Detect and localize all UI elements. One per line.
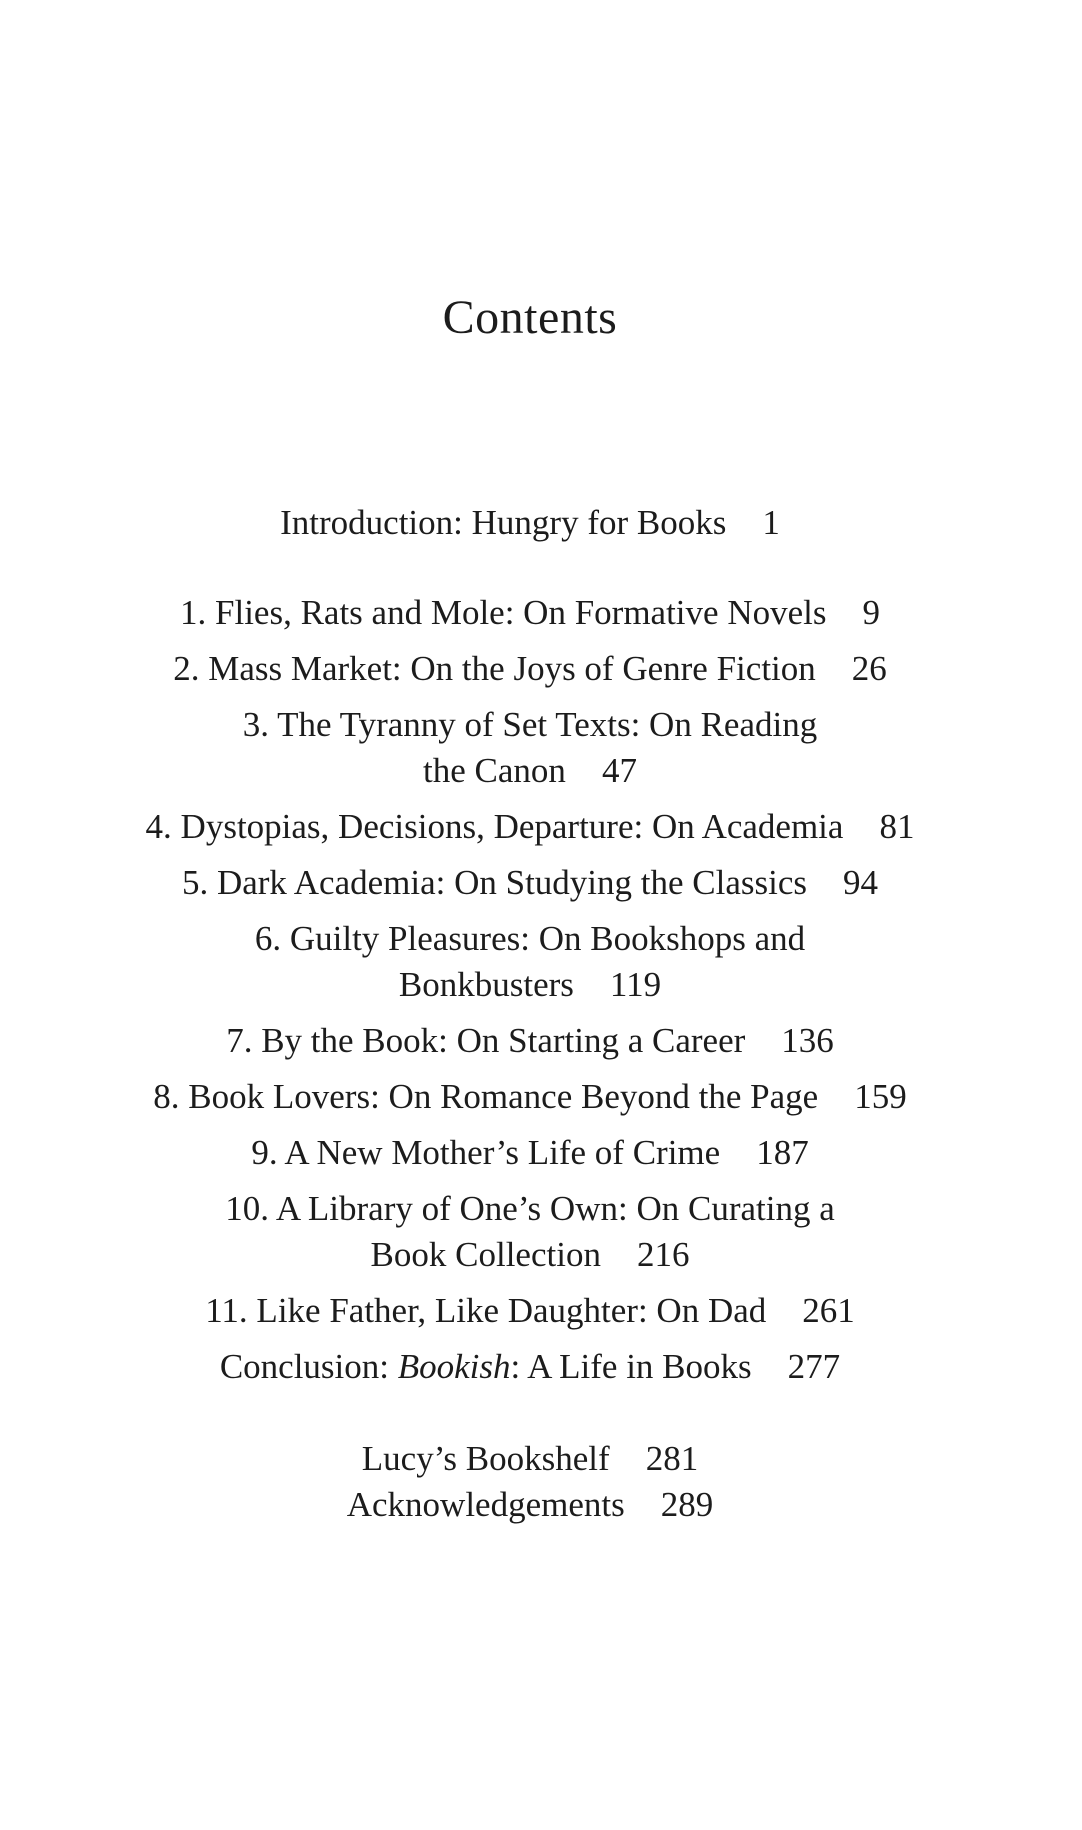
toc-entry-page: 81 [879,807,915,846]
toc-entry-title-prefix: Conclusion: [219,1347,398,1386]
toc-entry-chapter-4[interactable] [0,804,1060,850]
page-title: Contents [442,291,618,344]
toc-entry-page: 277 [787,1347,841,1386]
toc-entry-title-line1: 3. The Tyranny of Set Texts: On Reading [242,705,818,744]
toc-entry-title: Lucy’s Bookshelf [361,1439,610,1478]
toc-entry-chapter-3[interactable] [0,702,1060,794]
toc-entry-chapter-5[interactable] [0,860,1060,906]
toc-entry-page: 47 [601,751,637,790]
toc-entry-title: 9. A New Mother’s Life of Crime [251,1133,721,1172]
toc-entry-lucys-bookshelf[interactable] [0,1436,1060,1482]
toc-entry-title-suffix: : A Life in Books [510,1347,752,1386]
toc-entry-title: 1. Flies, Rats and Mole: On Formative Novels [180,593,827,632]
toc-entry-title: 8. Book Lovers: On Romance Beyond the Page [153,1077,819,1116]
toc-entry-chapter-1[interactable] [0,590,1060,636]
toc-entry-title-line1: 10. A Library of One’s Own: On Curating a [225,1189,835,1228]
toc-entry-page: 159 [854,1077,907,1116]
toc-entry-title-line2: Bonkbusters [398,965,574,1004]
toc-entry-title: 5. Dark Academia: On Studying the Classics [181,863,808,902]
toc-entry-title: 7. By the Book: On Starting a Career [226,1021,746,1060]
toc-entry-page: 1 [762,503,780,542]
toc-entry-chapter-6[interactable] [0,916,1060,1008]
toc-entry-chapter-9[interactable] [0,1130,1060,1176]
toc-entry-title-line1: 6. Guilty Pleasures: On Bookshops and [254,919,806,958]
toc-entry-title-line2: the Canon [423,751,566,790]
toc-entry-acknowledgements[interactable] [0,1482,1060,1528]
toc-entry-chapter-2[interactable] [0,646,1060,692]
toc-entry-page: 119 [609,965,662,1004]
toc-entry-page: 136 [781,1021,834,1060]
toc-entry-page: 289 [660,1485,714,1524]
toc-entry-page: 216 [636,1235,690,1274]
toc-entry-title: 11. Like Father, Like Daughter: On Dad [205,1291,767,1330]
toc-entry-page: 281 [645,1439,699,1478]
toc-entry-introduction[interactable] [0,500,1060,546]
toc-entry-title: Acknowledgements [346,1485,625,1524]
toc-entry-page: 26 [851,649,887,688]
toc-entry-title-italic: Bookish [397,1347,511,1386]
toc-entry-title: Introduction: Hungry for Books [280,503,727,542]
toc-entry-page: 187 [756,1133,809,1172]
toc-entry-title: 4. Dystopias, Decisions, Departure: On Academia [145,807,844,846]
toc-entry-page: 9 [862,593,880,632]
toc-entry-chapter-10[interactable] [0,1186,1060,1278]
toc-entry-title: 2. Mass Market: On the Joys of Genre Fiction [173,649,816,688]
toc-entry-chapter-8[interactable] [0,1074,1060,1120]
toc-entry-page: 94 [843,863,879,902]
toc-entry-title-line2: Book Collection [370,1235,601,1274]
toc-entry-chapter-7[interactable] [0,1018,1060,1064]
toc-entry-page: 261 [802,1291,855,1330]
toc-entry-conclusion[interactable] [0,1344,1060,1390]
toc-entry-chapter-11[interactable] [0,1288,1060,1334]
